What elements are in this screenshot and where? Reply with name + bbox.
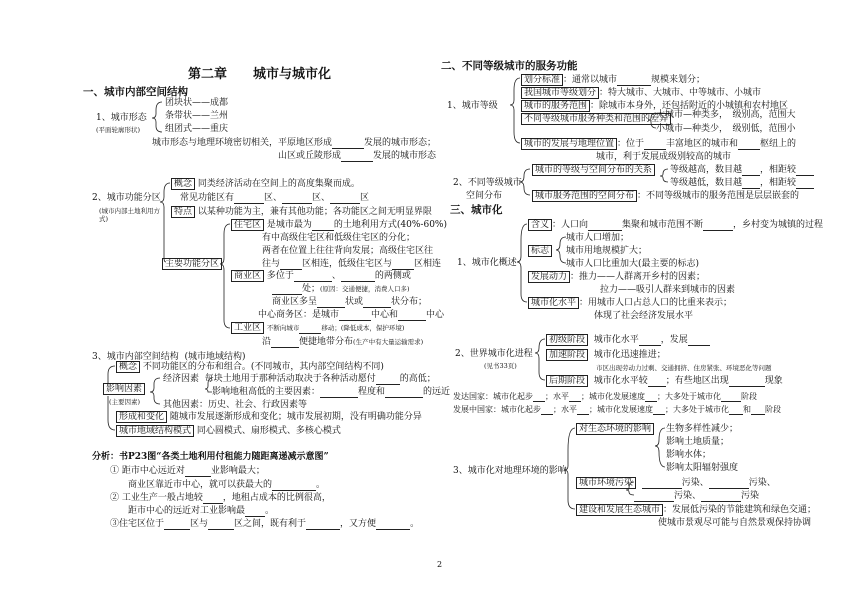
ecology-line: 影响太阳辐射强度 (666, 463, 739, 473)
sign-line: 城市用地规模扩大； (566, 246, 648, 256)
sign-line: 城市人口比重加大(最主要的标志) (566, 259, 700, 269)
world-label: 2、世界城市化进程 (455, 349, 533, 359)
concept-row: 概念 同类经济活动在空间上的高度集聚而成。 (171, 179, 360, 190)
definition-row: 含义 ：人口向 集聚和城市范围不断 ，乡村变为城镇的过程 (528, 220, 823, 231)
rent-factor-row: 影响地租高低的主要因素： 程度和 的远近 (212, 387, 451, 397)
china-grade-row: 我国城市等级划分 ：特大城市、大城市、中等城市、小城市 (521, 88, 761, 99)
initial-box: 初级阶段 (546, 334, 588, 346)
other-factor-row: 其他因素：历史、社会、行政因素等 (163, 400, 308, 410)
initial-row: 初级阶段 城市化水平 ，发展 (546, 335, 710, 346)
pollution-line: 污染、 污染 (634, 491, 759, 502)
developed-line: 发达国家：城市化起步 ；水平 ；城市化发展速度 ；大多处于城市化 阶段 (453, 392, 757, 401)
analysis-line: 商业区靠近市中心，就可以获最大的 。 (128, 480, 326, 490)
overview-label: 1、城市化概述 (457, 258, 517, 268)
change-box: 形成和变化 (116, 411, 167, 423)
struct-concept-box: 概念 (116, 361, 140, 373)
factor-note: (主要因素) (109, 398, 141, 406)
accelerate-note: 市区出现劳动力过剩、交通拥挤、住房紧张、环境恶化等问题 (596, 364, 772, 372)
late-box: 后期阶段 (546, 375, 588, 387)
city-grade-label: 1、城市等级 (447, 101, 498, 111)
level-line: 体现了社会经济发展水平 (594, 311, 694, 321)
industrial-row: 工业区 不断向城市 移动；(降低成本，保护环境) (231, 323, 404, 334)
section-1-heading: 一、城市内部空间结构 (83, 86, 188, 98)
analysis-line: ② 工业生产一般占地较 ，地租占成本的比例很高， (110, 493, 331, 503)
ecology-line: 影响水体； (666, 450, 712, 460)
location-line: 城市，利于发展成级别较高的城市 (596, 152, 732, 162)
struct-concept-row: 概念 不同功能区的分布和组合。(不同城市，其内部空间结构不同) (116, 362, 384, 373)
accelerate-row: 加速阶段 城市化迅速推进； (546, 350, 666, 361)
late-row: 后期阶段 城市化水平较 ；有些地区出现 现象 (546, 376, 783, 387)
model-box: 城市地域结构模式 (116, 425, 194, 437)
accelerate-box: 加速阶段 (546, 349, 588, 361)
section-3-heading: 三、城市化 (450, 204, 503, 216)
location-box: 城市的发展与地理位置 (521, 138, 617, 150)
grade-low-line: 等级越低，数目越 ，相距较 (670, 178, 814, 189)
residential-line: 往与 区相连，低级住宅区与 区相连 (262, 259, 442, 269)
service-diff-box: 不同等级城市服务种类和范围的差异 (521, 113, 671, 125)
residential-box: 住宅区 (231, 219, 264, 231)
analysis-line: ③住宅区位于 区与 区之间，既有利于 ，又方便 。 (110, 519, 420, 529)
service-range-box: 城市的服务范围 (521, 100, 590, 112)
sign-line: 城市人口增加； (566, 233, 630, 243)
grade-standard-box: 划分标准 (521, 74, 563, 86)
form-relation-line-2: 山区或丘陵形成 发展的城市形态 (278, 151, 437, 161)
cbd-line: 中心商务区：是城市 中心和 中心 (258, 310, 445, 320)
economic-factor-row: 经济因素 每块土地用于那种活动取决于各种活动愿付 的高低； (163, 374, 436, 384)
power-box: 发展动力 (528, 271, 570, 283)
structure-row: 3、城市内部空间结构 (城市地域结构) (92, 352, 246, 362)
world-note: (见书33页) (484, 362, 517, 370)
small-city-line: 小城市—种类少， 级别低，范围小 (656, 124, 796, 134)
analysis-line: ① 距市中心远近对 业影响最大； (110, 466, 265, 476)
city-form-note: (平面轮廓形状) (96, 126, 141, 134)
ecology-box: 对生态环境的影响 (576, 423, 654, 435)
commercial-line: 处；(原因：交通便捷，消费人口多) (272, 284, 410, 295)
city-form-label: 1、城市形态 (96, 113, 147, 123)
service-distribution-box: 城市服务范围的空间分布 (532, 190, 637, 202)
china-grade-box: 我国城市等级划分 (521, 87, 599, 99)
industrial-box: 工业区 (231, 322, 264, 334)
concept-box: 概念 (171, 178, 195, 190)
analysis-title: 分析：书P23图“各类土地利用付租能力随距离递减示意图” (92, 452, 329, 462)
pollution-row: 城市环境污染 污染、 污染、 (576, 478, 776, 489)
function-zone-label: 2、城市功能分区 (92, 193, 161, 203)
page-number: 2 (437, 560, 443, 569)
power-line: 拉力——吸引人群来到城市的因素 (600, 285, 736, 295)
form-relation-line-1: 城市形态与地理环境密切相关，平原地区形成 发展的城市形态； (152, 138, 437, 148)
grade-standard-row: 划分标准 ：通常以城市 规模来划分； (521, 75, 705, 86)
pollution-box: 城市环境污染 (576, 477, 636, 489)
big-city-line: 大城市—种类多， 级别高，范围大 (656, 110, 796, 120)
grade-high-line: 等级越高，数目越 ，相距较 (670, 165, 814, 176)
residential-line: 有中高级住宅区和低级住宅区的分化； (262, 233, 416, 243)
form-item: 条带状——兰州 (165, 111, 229, 121)
form-item: 团块状——成都 (165, 98, 229, 108)
main-zone-box: 主要功能分区 (162, 258, 222, 270)
grade-distribution-box: 城市的等级与空间分布的关系 (532, 164, 655, 176)
analysis-line: 距市中心的远近对工业影响最 。 (128, 506, 275, 516)
distribution-label: 2、不同等级城市 (453, 178, 522, 188)
eco-city-row: 建设和发展生态城市 ：发展低污染的节能建筑和绿色交通； (576, 505, 816, 516)
ecology-line: 生物多样性减少； (666, 424, 739, 434)
change-row: 形成和变化 随城市发展逐渐形成和变化；城市发展初期，没有明确功能分异 (116, 412, 422, 423)
commercial-box: 商业区 (231, 270, 264, 282)
chapter-title: 第二章 城市与城市化 (188, 67, 332, 82)
model-row: 城市地域结构模式 同心圆模式、扇形模式、多核心模式 (116, 426, 341, 437)
feature-box: 特点 (171, 206, 195, 218)
power-row: 发展动力 ：推力——人群离开乡村的因素； (528, 272, 705, 283)
residential-row: 住宅区 是城市最为 的土地利用方式(40%-60%) (231, 220, 447, 231)
ecology-line: 影响土地质量； (666, 437, 730, 447)
service-range-row: 城市的服务范围 ：除城市本身外，还包括附近的小城镇和农村地区 (521, 101, 788, 112)
definition-box: 含义 (528, 219, 552, 231)
service-distribution-row: 城市服务范围的空间分布 ：不同等级城市的服务范围是层层嵌套的 (532, 191, 799, 202)
level-box: 城市化水平 (528, 297, 579, 309)
residential-line: 两者在位置上往往背向发展；高级住宅区往 (262, 246, 434, 256)
location-row: 城市的发展与地理位置 ：位于 丰富地区的城市和 枢纽上的 (521, 139, 796, 150)
impact-label: 3、城市化对地理环境的影响 (453, 466, 567, 476)
section-2-heading: 二、不同等级城市的服务功能 (441, 60, 578, 72)
common-zones-row: 常见功能区有 区、 区、 区 (180, 193, 370, 203)
level-row: 城市化水平 ：用城市人口占总人口的比重来表示； (528, 298, 732, 309)
commercial-row: 商业区 多位于 、 的两侧或 (231, 271, 411, 282)
sign-box: 标志 (528, 245, 552, 257)
industrial-line: 沿 便捷地带分布(生产中有大量运输需求) (262, 337, 424, 347)
commercial-line: 商业区多呈 状或 状分布； (272, 297, 428, 307)
distribution-label-2: 空间分布 (466, 191, 503, 201)
developing-line: 发展中国家：城市化起步 ；水平 ；城市化发展速度 ；大多处于城市化 和 阶段 (453, 405, 781, 414)
eco-city-line: 使城市景观尽可能与自然景观保持协调 (658, 518, 812, 528)
eco-city-box: 建设和发展生态城市 (576, 504, 663, 516)
form-item: 组团式——重庆 (165, 124, 229, 134)
feature-row: 特点 以某种功能为主，兼有其他功能；各功能区之间无明显界限 (171, 207, 432, 218)
function-zone-note: (城市内部土地利用方式) (99, 207, 161, 223)
factor-box: 影响因素 (103, 383, 145, 395)
